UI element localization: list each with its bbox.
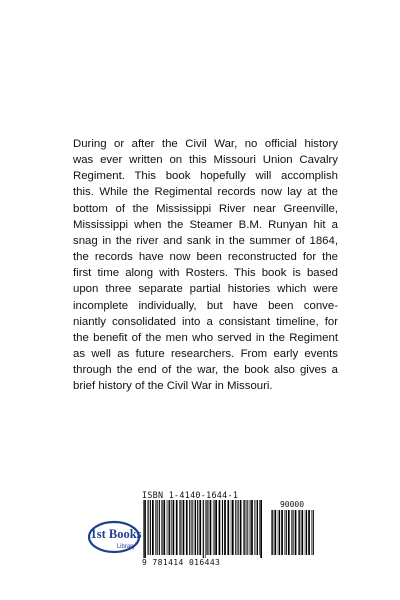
barcode-bar	[278, 510, 279, 555]
barcode-bar	[285, 510, 286, 555]
barcode-bar	[213, 500, 214, 555]
barcode-bar	[232, 500, 234, 555]
ean-barcode	[142, 500, 264, 558]
barcode-bar	[312, 510, 313, 555]
barcode-bar	[191, 500, 192, 555]
barcode-bar	[247, 500, 248, 555]
barcode-bar	[152, 500, 154, 555]
back-cover-blurb	[73, 136, 338, 395]
barcode-bar	[279, 510, 280, 555]
barcode-bar	[244, 500, 245, 555]
barcode-bar	[215, 500, 217, 555]
barcode-bar	[206, 500, 207, 555]
barcode-bar	[194, 500, 195, 555]
barcode-bar	[163, 500, 165, 555]
barcode-bar	[203, 500, 204, 558]
barcode-bar	[308, 510, 310, 555]
barcode-bar	[305, 510, 306, 555]
barcode-bar	[251, 500, 253, 555]
blurb-line: the records have now been reconstructed for the	[73, 251, 338, 264]
blurb-line: Mississippi when the Steamer B.M. Runyan hit a	[73, 218, 338, 231]
barcode-bar	[189, 500, 190, 555]
logo-main-text: 1st Books	[90, 527, 142, 541]
blurb-line: through the end of the war, the book also gives a	[73, 364, 338, 377]
ean-digits: 9 781414 016443	[142, 558, 221, 567]
barcode-bar	[179, 500, 180, 555]
barcode-bar	[259, 500, 260, 555]
price-barcode	[270, 510, 314, 558]
barcode-bar	[254, 500, 255, 555]
blurb-line-last: brief history of the Civil War in Missouri.	[73, 380, 273, 393]
barcode-bar	[169, 500, 170, 555]
blurb-line: Regiment. This book hopefully will accomplish	[73, 170, 338, 183]
blurb-line: During or after the Civil War, no official history	[73, 138, 338, 150]
blurb-line: as well as future researchers. From early events	[73, 348, 338, 361]
logo-sub-text: Library	[116, 544, 136, 550]
barcode-bar	[167, 500, 168, 555]
barcode-bar	[250, 500, 251, 555]
barcode-bar	[235, 500, 236, 555]
barcode-bar	[159, 500, 160, 555]
barcode-bar	[219, 500, 221, 555]
barcode-bar	[148, 500, 149, 555]
barcode-bar	[292, 510, 293, 555]
barcode-bar	[286, 510, 287, 555]
barcode-bar	[197, 500, 198, 555]
blurb-line: bottom of the Mississippi River near Greenville,	[73, 202, 338, 215]
barcode-bar	[298, 510, 299, 555]
barcode-bar	[150, 500, 151, 555]
barcode-bar	[272, 510, 273, 555]
blurb-line: the benefit of the men who served in the Regiment	[73, 331, 338, 344]
barcode-bar	[227, 500, 229, 555]
publisher-logo	[88, 516, 148, 556]
barcode-bar	[168, 500, 169, 555]
barcode-bar	[274, 510, 276, 555]
isbn-label: ISBN 1-4140-1644-1	[142, 490, 239, 500]
blurb-line: niantly consolidated into a consistant timeline, for	[73, 315, 338, 328]
barcode-bar	[249, 500, 250, 555]
barcode-bar	[224, 500, 226, 555]
barcode-bar	[299, 510, 300, 555]
barcode-bar	[256, 500, 257, 555]
barcode-bar	[176, 500, 178, 555]
barcode-bar	[295, 510, 297, 555]
barcode-bar	[186, 500, 188, 555]
barcode-bar	[183, 500, 185, 555]
barcode-bar	[260, 500, 262, 558]
barcode-bar	[288, 510, 290, 555]
barcode-bar	[271, 510, 272, 555]
blurb-line: first time along with Rosters. This book is based	[73, 267, 338, 280]
barcode-bar	[301, 510, 303, 555]
barcode-bar	[306, 510, 307, 555]
barcode-bar	[291, 510, 292, 555]
barcode-bar	[155, 500, 156, 555]
barcode-bar	[199, 500, 201, 555]
barcode-bar	[205, 500, 206, 558]
barcode-bar	[173, 500, 175, 555]
barcode-bar	[162, 500, 163, 555]
barcode-bar	[207, 500, 208, 555]
blurb-line: upon three separate partial histories which were	[73, 283, 338, 296]
blurb-line: this. While the Regimental records now lay at the	[73, 186, 338, 199]
barcode-bar	[240, 500, 242, 555]
barcode-bar	[222, 500, 223, 555]
blurb-line: snag in the river and sank in the summer of 1864,	[73, 234, 338, 247]
blurb-line: was ever written on this Missouri Union Cavalry	[73, 154, 338, 167]
barcode-bar	[238, 500, 239, 555]
barcode-bar	[157, 500, 158, 555]
barcode-bar	[243, 500, 244, 555]
barcode-bar	[281, 510, 283, 555]
barcode-bar	[210, 500, 212, 555]
barcode-bar	[195, 500, 196, 555]
barcode-bar	[171, 500, 172, 555]
barcode-bar	[214, 500, 215, 555]
barcode-bar	[143, 500, 144, 558]
barcode-bar	[144, 500, 146, 558]
barcode-bar	[161, 500, 162, 555]
barcode-bar	[180, 500, 181, 555]
barcode-bar	[313, 510, 314, 555]
barcode-bar	[257, 500, 258, 555]
barcode-bar	[231, 500, 232, 555]
price-code: 90000	[279, 500, 305, 509]
blurb-line: incomplete individually, but have been conve-	[73, 299, 338, 312]
